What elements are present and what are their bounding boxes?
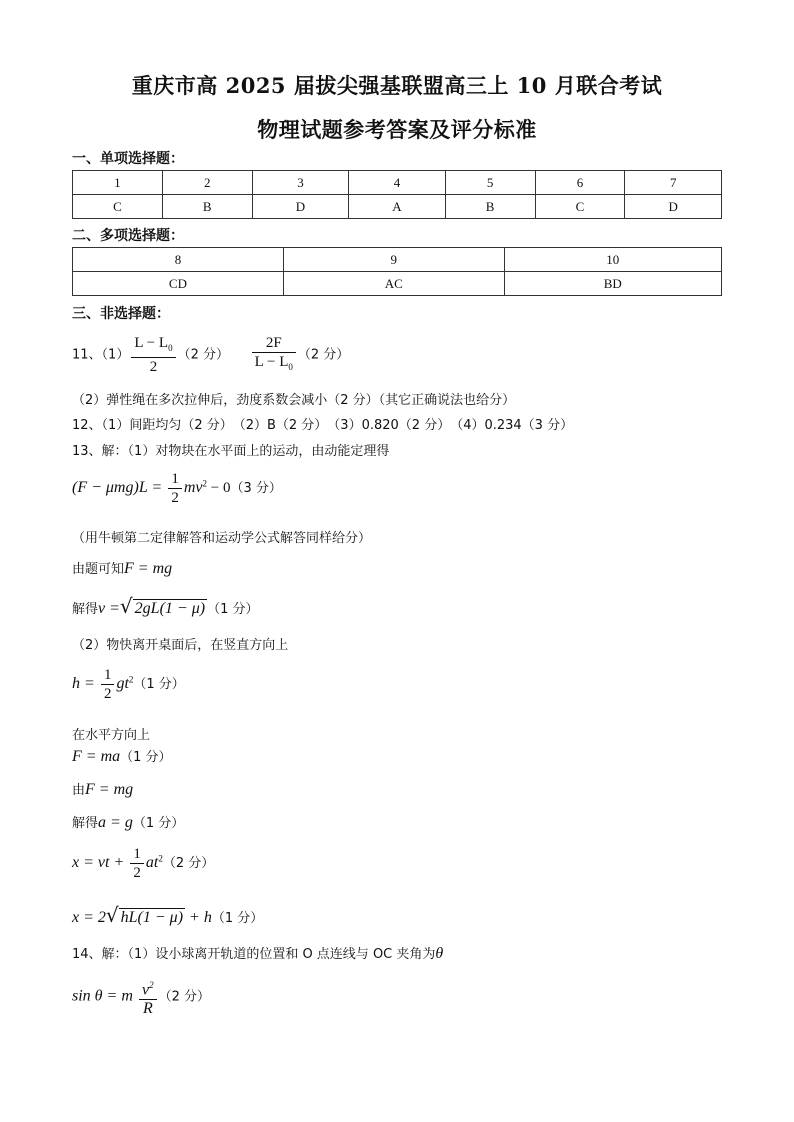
table-row [73, 195, 722, 219]
single-choice-table [72, 170, 722, 219]
q13-known-eq: F = mg [124, 560, 173, 577]
sqrt-icon: √ [105, 903, 119, 927]
table-row [73, 272, 722, 296]
q11-fraction-2 [252, 334, 296, 376]
q11-score-2: （2 分） [297, 347, 350, 363]
q11-f2-subscript: 0 [288, 362, 293, 372]
table-cell: 1 [73, 171, 163, 195]
q14-eq-left: sin θ = m [72, 987, 133, 1005]
table-cell: BD [504, 272, 721, 296]
q14-fraction [139, 976, 157, 1018]
q11-f2-denominator: L − L [254, 354, 289, 370]
q13-h-num: 1 [101, 666, 115, 685]
q13-a-eq: a = g [98, 814, 133, 831]
table-cell: AC [283, 272, 504, 296]
q13-fma [72, 746, 172, 766]
q11-fraction-1 [131, 334, 175, 376]
table-cell: 6 [535, 171, 625, 195]
q13-eq1-right: mv [183, 479, 203, 496]
q13-by [72, 779, 133, 799]
q13-x2-radicand: hL(1 − μ) [120, 909, 184, 926]
superscript: 2 [158, 853, 163, 864]
section-multi-choice-heading: 二、多项选择题： [72, 228, 184, 244]
q13-v-left: v = [98, 600, 120, 617]
q11-f1-numerator: L − L [134, 335, 169, 351]
q14-eq [72, 976, 210, 1018]
q13-intro: 13、解：（1）对物块在水平面上的运动，由动能定理得 [72, 444, 390, 459]
section-single-choice-heading: 一、单项选择题： [72, 151, 184, 167]
q13-x1-right: at [145, 854, 159, 871]
q13-h-right: gt [116, 675, 129, 692]
q13-h-den: 2 [103, 686, 112, 702]
q13-fma-score: （1 分） [120, 750, 172, 765]
q14-intro [72, 943, 443, 963]
q13-v-score: （1 分） [207, 602, 259, 617]
q13-x1-den: 2 [133, 865, 141, 881]
q13-by-eq: F = mg [85, 781, 134, 798]
table-cell: D [252, 195, 349, 219]
table-cell: 9 [283, 248, 504, 272]
table-cell: B [445, 195, 535, 219]
q13-eq1-fraction [168, 470, 182, 507]
q11-score-1: （2 分） [177, 347, 229, 363]
q11-line [72, 334, 349, 376]
q11-f1-subscript: 0 [168, 343, 173, 353]
q12-line: 12、（1）间距均匀（2 分） （2）B（2 分） （3）0.820（2 分） （4）0.234（3 分） [72, 418, 574, 433]
q13-known-prefix: 由题可知 [72, 562, 125, 577]
q13-eq1-left: (F − μmg)L = [72, 479, 163, 496]
q13-by-prefix: 由 [72, 783, 86, 798]
table-cell: 2 [162, 171, 252, 195]
table-cell: 3 [252, 171, 349, 195]
q13-eq1 [72, 470, 282, 507]
q13-eq1-tail: − 0 [207, 480, 231, 496]
superscript: 2 [202, 478, 208, 489]
table-cell: 8 [73, 248, 284, 272]
multi-choice-table [72, 247, 722, 296]
table-cell: 5 [445, 171, 535, 195]
q13-h-score: （1 分） [133, 677, 185, 692]
table-cell: 7 [625, 171, 722, 195]
q13-eq1-den: 2 [171, 490, 179, 506]
q11-f2-numerator: 2F [252, 334, 296, 353]
table-cell: C [73, 195, 163, 219]
table-row [73, 171, 722, 195]
superscript: 2 [128, 674, 134, 685]
table-cell: D [625, 195, 722, 219]
table-cell: B [162, 195, 252, 219]
q13-a-score: （1 分） [132, 816, 185, 831]
q14-eq-den: R [142, 1000, 153, 1018]
q14-theta: θ [435, 945, 444, 962]
q14-eq-num: v [142, 981, 150, 999]
sqrt-icon: √ [119, 594, 133, 618]
q13-horizontal: 在水平方向上 [72, 728, 151, 743]
q13-a-prefix: 解得 [72, 816, 99, 831]
q13-x1-num: 1 [130, 845, 144, 864]
document-subtitle: 物理试题参考答案及评分标准 [257, 117, 537, 142]
q13-h-left: h = [72, 675, 95, 692]
table-cell: C [535, 195, 625, 219]
q13-fma-eq: F = ma [72, 748, 121, 765]
q13-v-solution [72, 594, 258, 618]
q13-x2-left: x = 2 [72, 909, 106, 926]
q13-x1-score: （2 分） [162, 856, 215, 871]
document-title: 重庆市高 2025 届拔尖强基联盟高三上 10 月联合考试 [131, 73, 663, 98]
table-cell: 4 [349, 171, 446, 195]
q11-part2: （2）弹性绳在多次拉伸后，劲度系数会减小（2 分）（其它正确说法也给分） [72, 393, 516, 408]
q13-a-solution [72, 812, 184, 832]
table-row [73, 248, 722, 272]
superscript: 2 [149, 980, 154, 990]
section-non-choice-heading: 三、非选择题： [72, 306, 170, 322]
q13-x1-left: x = vt + [72, 854, 125, 871]
q13-eq1-score: （3 分） [230, 481, 282, 496]
table-cell: CD [73, 272, 284, 296]
q13-part2: （2）物快离开桌面后，在竖直方向上 [72, 638, 289, 653]
q13-x2-right: + h [185, 909, 212, 926]
q13-h-eq [72, 666, 185, 703]
q13-x1-eq [72, 845, 214, 882]
q11-f1-denominator: 2 [149, 359, 158, 375]
q13-v-radicand: 2gL(1 − μ) [134, 600, 206, 617]
q13-note: （用牛顿第二定律解答和运动学公式解答同样给分） [72, 531, 372, 546]
q13-h-fraction [101, 666, 115, 703]
q13-x2-eq [72, 903, 263, 927]
q11-prefix: 11、（1） [72, 347, 130, 363]
q13-x1-fraction [130, 845, 144, 882]
q13-x2-score: （1 分） [211, 911, 264, 926]
q13-known [72, 558, 172, 578]
q13-eq1-num: 1 [168, 470, 182, 489]
table-cell: A [349, 195, 446, 219]
q14-intro-text: 14、解：（1）设小球离开轨道的位置和 O 点连线与 OC 夹角为 [72, 947, 436, 962]
q14-eq-score: （2 分） [158, 989, 211, 1005]
table-cell: 10 [504, 248, 721, 272]
q13-solve-prefix: 解得 [72, 602, 99, 617]
